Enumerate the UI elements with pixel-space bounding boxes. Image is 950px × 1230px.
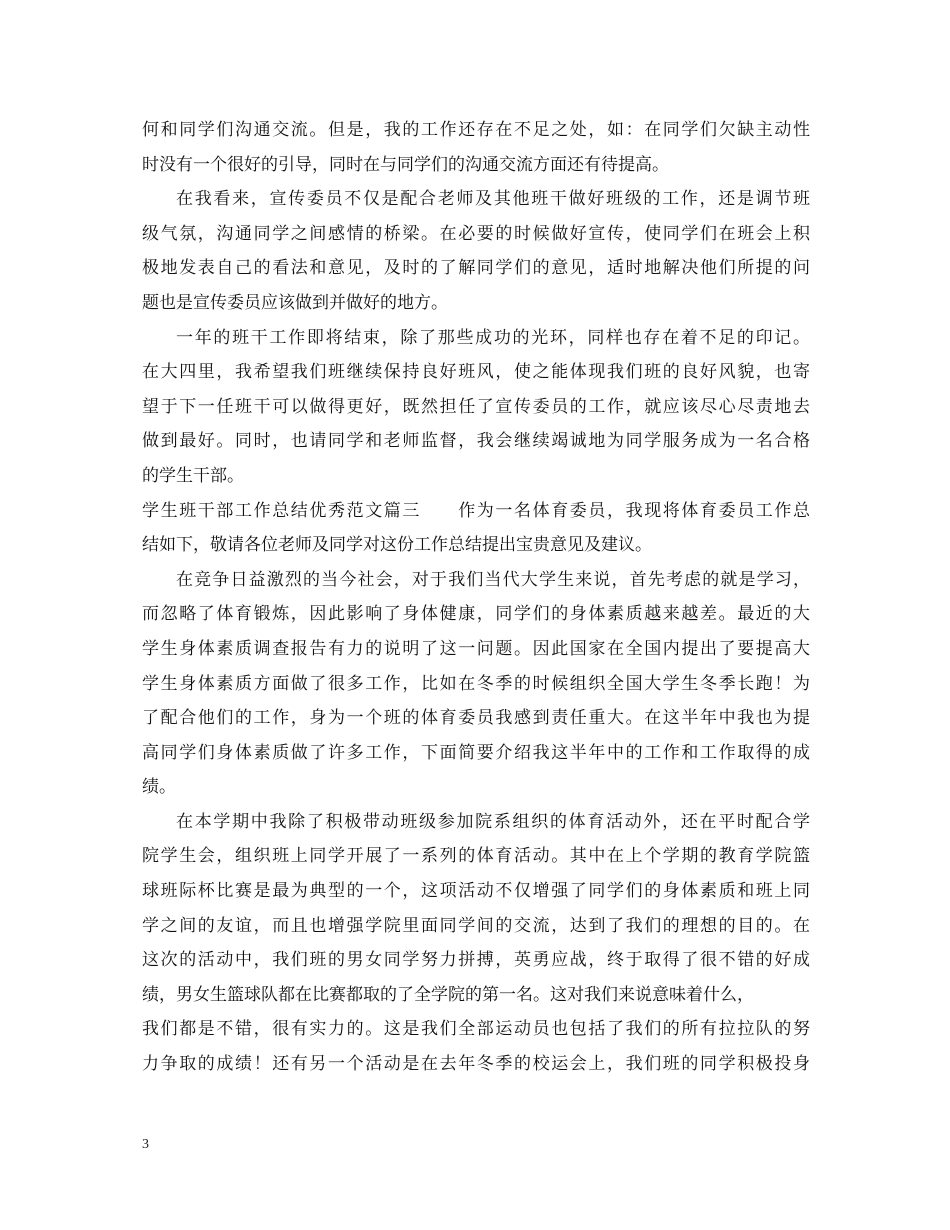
- text-line: 在竞争日益激烈的当今社会，对于我们当代大学生来说，首先考虑的就是学习，: [176, 569, 810, 590]
- text-line: 做到最好。同时，也请同学和老师监督，我会继续竭诚地为同学服务成为一名合格: [142, 431, 810, 452]
- text-line: 在大四里，我希望我们班继续保持良好班风，使之能体现我们班的良好风貌，也寄: [142, 362, 810, 383]
- text-line: 极地发表自己的看法和意见，及时的了解同学们的意见，适时地解决他们所提的问: [142, 258, 810, 279]
- text-line: 时没有一个很好的引导，同时在与同学们的沟通交流方面还有待提高。: [142, 154, 669, 175]
- text-line: 学之间的友谊，而且也增强学院里面同学间的交流，达到了我们的理想的目的。在: [142, 915, 810, 936]
- text-line: 院学生会，组织班上同学开展了一系列的体育活动。其中在上个学期的教育学院篮: [142, 846, 810, 867]
- text-line: 的学生干部。: [142, 465, 244, 486]
- text-line: 题也是宣传委员应该做到并做好的地方。: [142, 292, 448, 313]
- text-line: 而忽略了体育锻炼，因此影响了身体健康，同学们的身体素质越来越差。最近的大: [142, 604, 810, 625]
- text-line: 这次的活动中，我们班的男女同学努力拼搏，英勇应战，终于取得了很不错的好成: [142, 950, 810, 971]
- text-line: 结如下，敬请各位老师及同学对这份工作总结提出宝贵意见及建议。: [142, 535, 652, 556]
- text-line: 何和同学们沟通交流。但是，我的工作还存在不足之处，如：在同学们欠缺主动性: [142, 120, 810, 140]
- text-line: 学生身体素质方面做了很多工作，比如在冬季的时候组织全国大学生冬季长跑！为: [142, 673, 810, 694]
- text-line: 力争取的成绩！还有另一个活动是在去年冬季的校运会上，我们班的同学积极投身: [142, 1054, 810, 1075]
- text-line: 级气氛，沟通同学之间感情的桥梁。在必要的时候做好宣传，使同学们在班会上积: [142, 223, 810, 244]
- page-number: 3: [142, 1137, 149, 1152]
- text-line: 球班际杯比赛是最为典型的一个，这项活动不仅增强了同学们的身体素质和班上同: [142, 881, 810, 902]
- text-line: 绩，男女生篮球队都在比赛都取的了全学院的第一名。这对我们来说意味着什么，: [142, 984, 754, 1005]
- text-line: 学生班干部工作总结优秀范文篇三 作为一名体育委员，我现将体育委员工作总: [142, 500, 810, 521]
- document-body: [142, 113, 810, 1082]
- text-line: 在我看来，宣传委员不仅是配合老师及其他班干做好班级的工作，还是调节班: [176, 189, 810, 210]
- text-line: 了配合他们的工作，身为一个班的体育委员我感到责任重大。在这半年中我也为提: [142, 708, 810, 729]
- text-line: 高同学们身体素质做了许多工作，下面简要介绍我这半年中的工作和工作取得的成: [142, 742, 810, 763]
- text-line: 在本学期中我除了积极带动班级参加院系组织的体育活动外，还在平时配合学: [176, 811, 810, 832]
- text-line: 绩。: [142, 777, 176, 798]
- text-line: 望于下一任班干可以做得更好，既然担任了宣传委员的工作，就应该尽心尽责地去: [142, 396, 810, 417]
- text-line: 学生身体素质调查报告有力的说明了这一问题。因此国家在全国内提出了要提高大: [142, 638, 810, 659]
- text-line: 我们都是不错，很有实力的。这是我们全部运动员也包括了我们的所有拉拉队的努: [142, 1019, 810, 1040]
- text-line: 一年的班干工作即将结束，除了那些成功的光环，同样也存在着不足的印记。: [176, 327, 810, 348]
